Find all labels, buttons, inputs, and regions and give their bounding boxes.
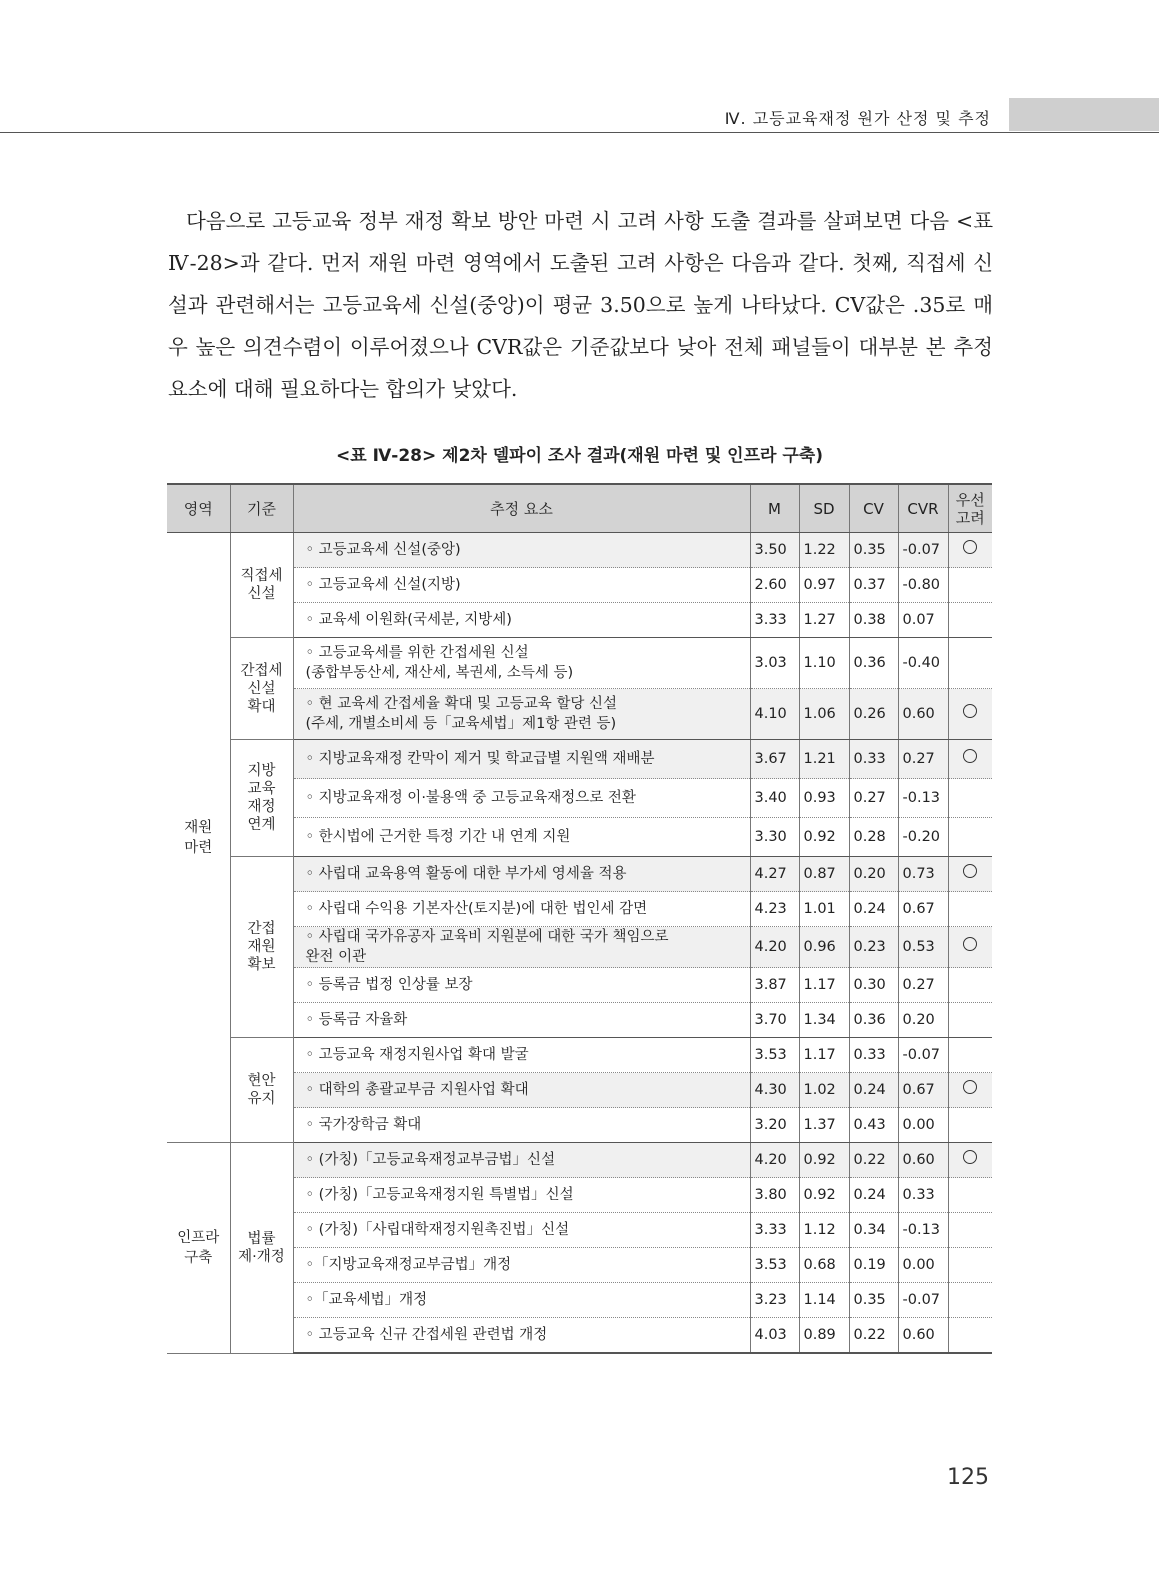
cell-item: ◦ 사립대 수익용 기본자산(토지분)에 대한 법인세 감면 xyxy=(293,892,750,927)
priority-circle-icon xyxy=(963,540,977,554)
cell-priority xyxy=(948,1318,992,1354)
cell-priority xyxy=(948,968,992,1003)
cell-priority xyxy=(948,1178,992,1213)
body-paragraph: 다음으로 고등교육 정부 재정 확보 방안 마련 시 고려 사항 도출 결과를 살펴보면 다음 <표 Ⅳ-28>과 같다. 먼저 재원 마련 영역에서 도출된 고려 사항은 다음과 같다. 첫째, 직접세 신설과 관련해서는 고등교육세 신설(중앙)이 평균 3.50으로 높게 나타났다. CV값은 .35로 매우 높은 의견수렴이 이루어졌으나 CVR값은 기준값보다 낮아 전체 패널들이 대부분 본 추정 요소에 대해 필요하다는 합의가 낮았다. xyxy=(168,209,993,401)
cell-sd: 1.17 xyxy=(799,1038,849,1073)
cell-item: ◦ 대학의 총괄교부금 지원사업 확대 xyxy=(293,1073,750,1108)
cell-item: ◦ 한시법에 근거한 특정 기간 내 연계 지원 xyxy=(293,818,750,857)
criterion-indirect-funding: 간접 재원 확보 xyxy=(230,857,293,1038)
cell-cv: 0.20 xyxy=(849,857,898,892)
cell-priority xyxy=(948,927,992,968)
cell-item: ◦ (가칭)「고등교육재정교부금법」신설 xyxy=(293,1143,750,1178)
cell-cvr: -0.20 xyxy=(898,818,948,857)
cell-sd: 1.17 xyxy=(799,968,849,1003)
cell-cv: 0.35 xyxy=(849,533,898,568)
cell-cv: 0.23 xyxy=(849,927,898,968)
cell-priority xyxy=(948,857,992,892)
cell-m: 4.20 xyxy=(750,1143,799,1178)
table-caption: <표 Ⅳ-28> 제2차 델파이 조사 결과(재원 마련 및 인프라 구축) xyxy=(336,446,823,466)
cell-cv: 0.30 xyxy=(849,968,898,1003)
cell-sd: 1.22 xyxy=(799,533,849,568)
cell-priority xyxy=(948,1213,992,1248)
cell-priority xyxy=(948,638,992,689)
criterion-indirect-tax: 간접세 신설 확대 xyxy=(230,638,293,740)
cell-item: ◦ 지방교육재정 이·불용액 중 고등교육재정으로 전환 xyxy=(293,779,750,818)
cell-cvr: -0.07 xyxy=(898,1038,948,1073)
cell-item: ◦ 국가장학금 확대 xyxy=(293,1108,750,1143)
cell-m: 3.53 xyxy=(750,1248,799,1283)
cell-sd: 0.89 xyxy=(799,1318,849,1354)
cell-m: 3.80 xyxy=(750,1178,799,1213)
cell-m: 3.53 xyxy=(750,1038,799,1073)
cell-cv: 0.24 xyxy=(849,1178,898,1213)
priority-circle-icon xyxy=(963,1080,977,1094)
cell-priority xyxy=(948,1108,992,1143)
cell-cv: 0.28 xyxy=(849,818,898,857)
cell-item: ◦ 고등교육 신규 간접세원 관련법 개정 xyxy=(293,1318,750,1354)
cell-m: 3.40 xyxy=(750,779,799,818)
cell-m: 4.23 xyxy=(750,892,799,927)
cell-sd: 0.92 xyxy=(799,1143,849,1178)
cell-sd: 1.10 xyxy=(799,638,849,689)
cell-sd: 0.92 xyxy=(799,1178,849,1213)
cell-priority xyxy=(948,740,992,779)
cell-cv: 0.24 xyxy=(849,1073,898,1108)
cell-cv: 0.19 xyxy=(849,1248,898,1283)
cell-item: ◦ 사립대 국가유공자 교육비 지원분에 대한 국가 책임으로 완전 이관 xyxy=(293,927,750,968)
header-cvr: CVR xyxy=(898,484,948,533)
cell-cv: 0.38 xyxy=(849,603,898,638)
cell-m: 4.30 xyxy=(750,1073,799,1108)
priority-circle-icon xyxy=(963,1150,977,1164)
cell-sd: 0.87 xyxy=(799,857,849,892)
cell-item: ◦ 교육세 이원화(국세분, 지방세) xyxy=(293,603,750,638)
cell-cvr: -0.13 xyxy=(898,779,948,818)
running-header xyxy=(0,98,1159,134)
cell-m: 4.03 xyxy=(750,1318,799,1354)
cell-cvr: -0.07 xyxy=(898,1283,948,1318)
cell-item: ◦ 고등교육 재정지원사업 확대 발굴 xyxy=(293,1038,750,1073)
cell-m: 3.20 xyxy=(750,1108,799,1143)
cell-sd: 1.34 xyxy=(799,1003,849,1038)
cell-item: ◦「교육세법」개정 xyxy=(293,1283,750,1318)
cell-item: ◦ 현 교육세 간접세율 확대 및 고등교육 할당 신설 (주세, 개별소비세 등「교육세법」제1항 관련 등) xyxy=(293,689,750,740)
cell-priority xyxy=(948,1143,992,1178)
table-row xyxy=(167,533,992,568)
running-title: Ⅳ. 고등교육재정 원가 산정 및 추정 xyxy=(724,109,991,128)
table-row xyxy=(167,1038,992,1073)
cell-cv: 0.22 xyxy=(849,1143,898,1178)
cell-cvr: 0.27 xyxy=(898,740,948,779)
cell-priority xyxy=(948,818,992,857)
criterion-status-quo: 현안 유지 xyxy=(230,1038,293,1143)
header-rule xyxy=(0,132,1159,133)
cell-sd: 1.21 xyxy=(799,740,849,779)
priority-circle-icon xyxy=(963,749,977,763)
cell-priority xyxy=(948,533,992,568)
cell-priority xyxy=(948,1073,992,1108)
cell-m: 4.10 xyxy=(750,689,799,740)
cell-cv: 0.33 xyxy=(849,740,898,779)
header-m: M xyxy=(750,484,799,533)
cell-sd: 0.96 xyxy=(799,927,849,968)
cell-sd: 1.01 xyxy=(799,892,849,927)
table-body xyxy=(167,533,992,1354)
cell-m: 4.20 xyxy=(750,927,799,968)
cell-cvr: 0.20 xyxy=(898,1003,948,1038)
cell-m: 3.70 xyxy=(750,1003,799,1038)
cell-priority xyxy=(948,568,992,603)
cell-cv: 0.24 xyxy=(849,892,898,927)
cell-sd: 1.12 xyxy=(799,1213,849,1248)
cell-cv: 0.43 xyxy=(849,1108,898,1143)
cell-priority xyxy=(948,689,992,740)
criterion-direct-tax: 직접세 신설 xyxy=(230,533,293,638)
cell-sd: 0.93 xyxy=(799,779,849,818)
cell-cvr: -0.40 xyxy=(898,638,948,689)
cell-cv: 0.37 xyxy=(849,568,898,603)
cell-cvr: 0.67 xyxy=(898,892,948,927)
criterion-law: 법률 제·개정 xyxy=(230,1143,293,1354)
cell-item: ◦ 등록금 자율화 xyxy=(293,1003,750,1038)
cell-cvr: 0.00 xyxy=(898,1108,948,1143)
cell-cv: 0.33 xyxy=(849,1038,898,1073)
cell-priority xyxy=(948,779,992,818)
header-tab xyxy=(1009,98,1159,131)
cell-cv: 0.35 xyxy=(849,1283,898,1318)
cell-cvr: 0.73 xyxy=(898,857,948,892)
cell-sd: 1.02 xyxy=(799,1073,849,1108)
cell-item: ◦「지방교육재정교부금법」개정 xyxy=(293,1248,750,1283)
cell-m: 2.60 xyxy=(750,568,799,603)
cell-m: 3.23 xyxy=(750,1283,799,1318)
cell-priority xyxy=(948,1283,992,1318)
cell-sd: 1.14 xyxy=(799,1283,849,1318)
cell-m: 4.27 xyxy=(750,857,799,892)
cell-cvr: 0.67 xyxy=(898,1073,948,1108)
cell-m: 3.50 xyxy=(750,533,799,568)
priority-circle-icon xyxy=(963,864,977,878)
cell-priority xyxy=(948,603,992,638)
cell-m: 3.33 xyxy=(750,1213,799,1248)
cell-item: ◦ 등록금 법정 인상률 보장 xyxy=(293,968,750,1003)
header-criterion: 기준 xyxy=(230,484,293,533)
cell-cvr: 0.60 xyxy=(898,1318,948,1354)
cell-cvr: 0.60 xyxy=(898,1143,948,1178)
cell-priority xyxy=(948,892,992,927)
table-row xyxy=(167,857,992,892)
table-row xyxy=(167,638,992,689)
cell-item: ◦ 고등교육세를 위한 간접세원 신설 (종합부동산세, 재산세, 복권세, 소득세 등) xyxy=(293,638,750,689)
page-number: 125 xyxy=(947,1465,989,1490)
area-funding: 재원 마련 xyxy=(167,533,230,1143)
cell-cv: 0.36 xyxy=(849,638,898,689)
cell-m: 3.87 xyxy=(750,968,799,1003)
cell-priority xyxy=(948,1038,992,1073)
cell-cv: 0.34 xyxy=(849,1213,898,1248)
cell-cvr: 0.07 xyxy=(898,603,948,638)
area-infra: 인프라 구축 xyxy=(167,1143,230,1354)
table-row xyxy=(167,740,992,779)
cell-cv: 0.27 xyxy=(849,779,898,818)
cell-cvr: 0.33 xyxy=(898,1178,948,1213)
cell-item: ◦ (가칭)「사립대학재정지원촉진법」신설 xyxy=(293,1213,750,1248)
cell-cvr: -0.13 xyxy=(898,1213,948,1248)
cell-cvr: -0.07 xyxy=(898,533,948,568)
cell-cvr: 0.60 xyxy=(898,689,948,740)
cell-item: ◦ 사립대 교육용역 활동에 대한 부가세 영세율 적용 xyxy=(293,857,750,892)
cell-priority xyxy=(948,1003,992,1038)
cell-m: 3.03 xyxy=(750,638,799,689)
cell-cv: 0.26 xyxy=(849,689,898,740)
criterion-local-link: 지방 교육 재정 연계 xyxy=(230,740,293,857)
cell-cv: 0.36 xyxy=(849,1003,898,1038)
cell-sd: 0.68 xyxy=(799,1248,849,1283)
cell-item: ◦ 지방교육재정 칸막이 제거 및 학교급별 지원액 재배분 xyxy=(293,740,750,779)
cell-sd: 1.27 xyxy=(799,603,849,638)
priority-circle-icon xyxy=(963,704,977,718)
header-priority: 우선 고려 xyxy=(948,484,992,533)
cell-sd: 1.06 xyxy=(799,689,849,740)
delphi-results-table xyxy=(167,483,992,1354)
cell-item: ◦ 고등교육세 신설(지방) xyxy=(293,568,750,603)
header-item: 추정 요소 xyxy=(293,484,750,533)
cell-priority xyxy=(948,1248,992,1283)
header-area: 영역 xyxy=(167,484,230,533)
header-cv: CV xyxy=(849,484,898,533)
cell-sd: 0.97 xyxy=(799,568,849,603)
cell-item: ◦ (가칭)「고등교육재정지원 특별법」신설 xyxy=(293,1178,750,1213)
cell-cv: 0.22 xyxy=(849,1318,898,1354)
cell-cvr: 0.27 xyxy=(898,968,948,1003)
cell-cvr: -0.80 xyxy=(898,568,948,603)
cell-sd: 1.37 xyxy=(799,1108,849,1143)
table-header-row xyxy=(167,484,992,533)
header-sd: SD xyxy=(799,484,849,533)
cell-m: 3.30 xyxy=(750,818,799,857)
table-row xyxy=(167,1143,992,1178)
cell-cvr: 0.53 xyxy=(898,927,948,968)
cell-sd: 0.92 xyxy=(799,818,849,857)
cell-m: 3.67 xyxy=(750,740,799,779)
cell-m: 3.33 xyxy=(750,603,799,638)
priority-circle-icon xyxy=(963,937,977,951)
cell-item: ◦ 고등교육세 신설(중앙) xyxy=(293,533,750,568)
cell-cvr: 0.00 xyxy=(898,1248,948,1283)
